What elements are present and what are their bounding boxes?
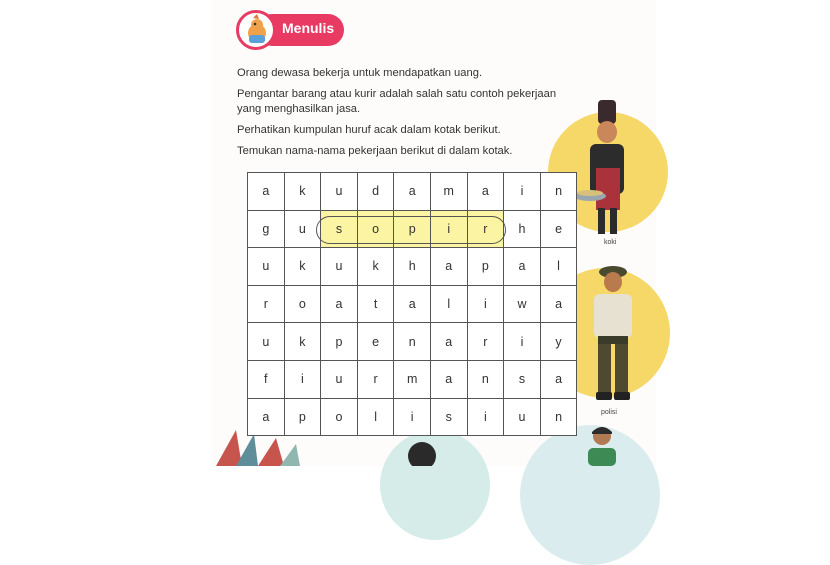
grid-row bbox=[248, 398, 577, 436]
police-caption: polisi bbox=[601, 409, 617, 416]
grid-cell[interactable]: w bbox=[504, 285, 541, 323]
paragraph-3: Perhatikan kumpulan huruf acak dalam kotak berikut. bbox=[237, 124, 501, 136]
grid-cell[interactable]: k bbox=[284, 248, 321, 286]
grid-cell[interactable]: a bbox=[394, 173, 431, 211]
person-head-illustration bbox=[404, 440, 440, 466]
grid-cell[interactable]: f bbox=[248, 360, 285, 398]
grid-cell[interactable]: r bbox=[248, 285, 285, 323]
grid-cell[interactable]: p bbox=[467, 248, 504, 286]
grid-cell[interactable]: n bbox=[540, 173, 577, 211]
grid-cell[interactable]: l bbox=[540, 248, 577, 286]
grid-cell[interactable]: m bbox=[394, 360, 431, 398]
grid-cell[interactable]: d bbox=[357, 173, 394, 211]
grid-cell[interactable]: i bbox=[394, 398, 431, 436]
grid-cell[interactable]: o bbox=[284, 285, 321, 323]
grid-cell[interactable]: s bbox=[430, 398, 467, 436]
grid-cell[interactable]: o bbox=[357, 210, 394, 248]
grid-row bbox=[248, 210, 577, 248]
grid-cell[interactable]: i bbox=[284, 360, 321, 398]
grid-cell[interactable]: n bbox=[394, 323, 431, 361]
grid-cell[interactable]: y bbox=[540, 323, 577, 361]
grid-cell[interactable]: a bbox=[430, 323, 467, 361]
word-search-grid bbox=[247, 172, 577, 436]
grid-cell[interactable]: i bbox=[467, 398, 504, 436]
grid-row bbox=[248, 285, 577, 323]
grid-row bbox=[248, 173, 577, 211]
grid-row bbox=[248, 323, 577, 361]
grid-cell[interactable]: i bbox=[504, 173, 541, 211]
grid-cell[interactable]: s bbox=[504, 360, 541, 398]
grid-cell[interactable]: a bbox=[430, 248, 467, 286]
grid-cell[interactable]: l bbox=[357, 398, 394, 436]
grid-cell[interactable]: u bbox=[321, 360, 358, 398]
grid-cell[interactable]: n bbox=[467, 360, 504, 398]
grid-cell[interactable]: o bbox=[321, 398, 358, 436]
grid-cell[interactable]: a bbox=[467, 173, 504, 211]
grid-cell[interactable]: u bbox=[504, 398, 541, 436]
grid-cell[interactable]: n bbox=[540, 398, 577, 436]
section-badge bbox=[236, 8, 346, 50]
grid-cell[interactable]: l bbox=[430, 285, 467, 323]
grid-cell[interactable]: h bbox=[504, 210, 541, 248]
grid-row bbox=[248, 248, 577, 286]
chef-illustration bbox=[572, 98, 644, 238]
grid-cell[interactable]: m bbox=[430, 173, 467, 211]
badge-title: Menulis bbox=[282, 20, 335, 36]
grid-cell[interactable]: r bbox=[357, 360, 394, 398]
grid-cell[interactable]: a bbox=[430, 360, 467, 398]
grid-cell[interactable]: h bbox=[394, 248, 431, 286]
grid-cell[interactable]: k bbox=[357, 248, 394, 286]
paragraph-1: Orang dewasa bekerja untuk mendapatkan uang. bbox=[237, 67, 483, 79]
grid-cell[interactable]: i bbox=[467, 285, 504, 323]
grid-cell[interactable]: s bbox=[321, 210, 358, 248]
grid-cell[interactable]: u bbox=[321, 173, 358, 211]
chef-caption: koki bbox=[604, 239, 617, 246]
grid-cell[interactable]: a bbox=[540, 360, 577, 398]
grid-cell[interactable]: r bbox=[467, 323, 504, 361]
paragraph-4: Temukan nama-nama pekerjaan berikut di dalam kotak. bbox=[237, 145, 513, 157]
grid-cell[interactable]: e bbox=[540, 210, 577, 248]
grid-cell[interactable]: k bbox=[284, 323, 321, 361]
grid-cell[interactable]: u bbox=[284, 210, 321, 248]
grid-cell[interactable]: a bbox=[248, 173, 285, 211]
grid-cell[interactable]: a bbox=[394, 285, 431, 323]
worker-illustration bbox=[584, 424, 620, 466]
grid-cell[interactable]: k bbox=[284, 173, 321, 211]
police-illustration bbox=[580, 264, 646, 412]
grid-cell[interactable]: a bbox=[248, 398, 285, 436]
grid-cell[interactable]: i bbox=[504, 323, 541, 361]
grid-cell[interactable]: a bbox=[504, 248, 541, 286]
grid-cell[interactable]: i bbox=[430, 210, 467, 248]
grid-cell[interactable]: e bbox=[357, 323, 394, 361]
paragraph-2-line-1: Pengantar barang atau kurir adalah salah satu contoh pekerjaan bbox=[237, 88, 557, 100]
grid-cell[interactable]: a bbox=[540, 285, 577, 323]
grid-cell[interactable]: u bbox=[248, 323, 285, 361]
grid-cell[interactable]: u bbox=[321, 248, 358, 286]
grid-cell[interactable]: r bbox=[467, 210, 504, 248]
grid-cell[interactable]: u bbox=[248, 248, 285, 286]
grid-cell[interactable]: p bbox=[394, 210, 431, 248]
grid-row bbox=[248, 360, 577, 398]
grid-cell[interactable]: p bbox=[284, 398, 321, 436]
paragraph-2-line-2: yang menghasilkan jasa. bbox=[237, 103, 361, 115]
grid-cell[interactable]: g bbox=[248, 210, 285, 248]
mascot-icon bbox=[236, 10, 276, 50]
grid-cell[interactable]: t bbox=[357, 285, 394, 323]
grid-cell[interactable]: a bbox=[321, 285, 358, 323]
grid-cell[interactable]: p bbox=[321, 323, 358, 361]
